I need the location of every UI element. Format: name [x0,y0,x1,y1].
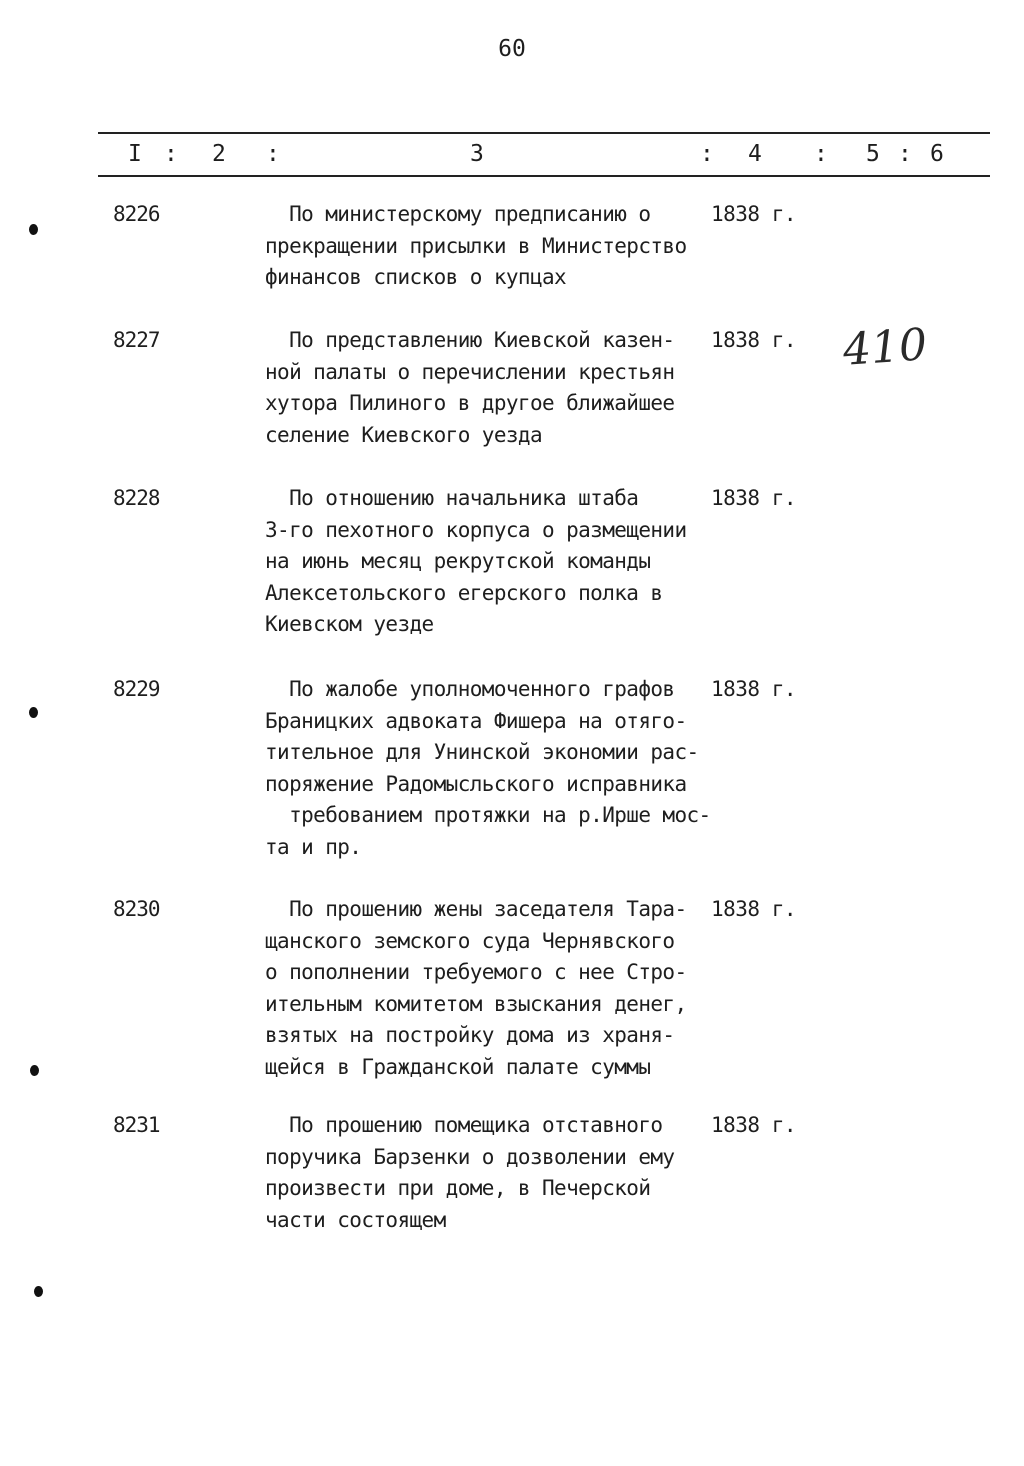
entry-year: 1838 г. [711,328,797,352]
entry-line: на июнь месяц рекрутской команды [265,549,651,573]
entry-year: 1838 г. [711,486,797,510]
entry-line: поручика Барзенки о дозволении ему [265,1144,675,1169]
header-col-4: 4 [748,141,762,167]
entry-line: селение Киевского уезда [265,422,542,447]
header-sep-1: : [164,141,178,167]
header-sep-5: : [898,141,912,167]
entry-line: Киевском уезде [265,612,434,636]
entry-line: хутора Пилиного в другое ближайшее [265,391,675,415]
entry-line: По представлению Киевской казен- [265,328,675,352]
entry-line: та и пр. [265,834,362,859]
header-col-5: 5 [866,141,880,167]
entry-number: 8230 [113,897,160,921]
header-col-2: 2 [212,141,226,167]
header-sep-4: : [814,141,828,167]
header-top-rule [98,132,990,134]
entry-line: тительное для Унинской экономии рас- [265,740,699,764]
entry-line: ительным комитетом взыскания денег, [265,991,687,1016]
punch-hole [29,707,38,718]
entry-description [265,325,735,451]
entry-line: части состоящем [265,1207,446,1232]
punch-hole [29,224,38,235]
entry-line: поряжение Радомысльского исправника [265,771,687,796]
entry-line: щанского земского суда Чернявского [265,928,675,953]
entry-year: 1838 г. [711,1113,797,1137]
entry-description [265,483,735,641]
entry-description [265,894,735,1083]
entry-line: По министерскому предписанию о [265,202,651,226]
punch-hole [30,1065,39,1076]
entry-line: взятых на постройку дома из храня- [265,1023,675,1047]
entry-number: 8228 [113,486,160,510]
handwritten-sheet-number: 410 [841,319,929,376]
entry-number: 8226 [113,202,160,226]
entry-line: По жалобе уполномоченного графов [265,677,675,701]
entry-line: Браницких адвоката Фишера на отяго- [265,708,687,733]
header-col-6: 6 [930,141,944,167]
header-bottom-rule [98,175,990,177]
entry-line: финансов списков о купцах [265,265,567,289]
header-sep-2: : [266,141,280,167]
page-number: 60 [498,36,526,62]
entry-line: По прошению помещика отставного [265,1113,663,1137]
entry-number: 8229 [113,677,160,701]
entry-line: прекращении присылки в Министерство [265,233,687,258]
entry-number: 8227 [113,328,160,352]
entry-line: 3-го пехотного корпуса о размещении [265,517,687,542]
entry-description [265,1110,735,1236]
entry-line: По отношению начальника штаба [265,486,639,510]
entry-line: произвести при доме, в Печерской [265,1176,651,1200]
header-col-1: I [128,141,142,167]
entry-year: 1838 г. [711,202,797,226]
entry-line: щейся в Гражданской палате суммы [265,1054,651,1079]
punch-hole [34,1286,43,1297]
entry-year: 1838 г. [711,897,797,921]
header-col-3: 3 [470,141,484,167]
entry-line: о пополнении требуемого с нее Стро- [265,960,687,984]
entry-number: 8231 [113,1113,160,1137]
entry-line: требованием протяжки на р.Ирше мос- [265,803,711,827]
entry-line: ной палаты о перечислении крестьян [265,359,675,384]
entry-line: Алексетольского егерского полка в [265,580,663,605]
entry-line: По прошению жены заседателя Тара- [265,897,687,921]
entry-description [265,199,735,294]
entry-description [265,674,735,863]
header-sep-3: : [700,141,714,167]
entry-year: 1838 г. [711,677,797,701]
